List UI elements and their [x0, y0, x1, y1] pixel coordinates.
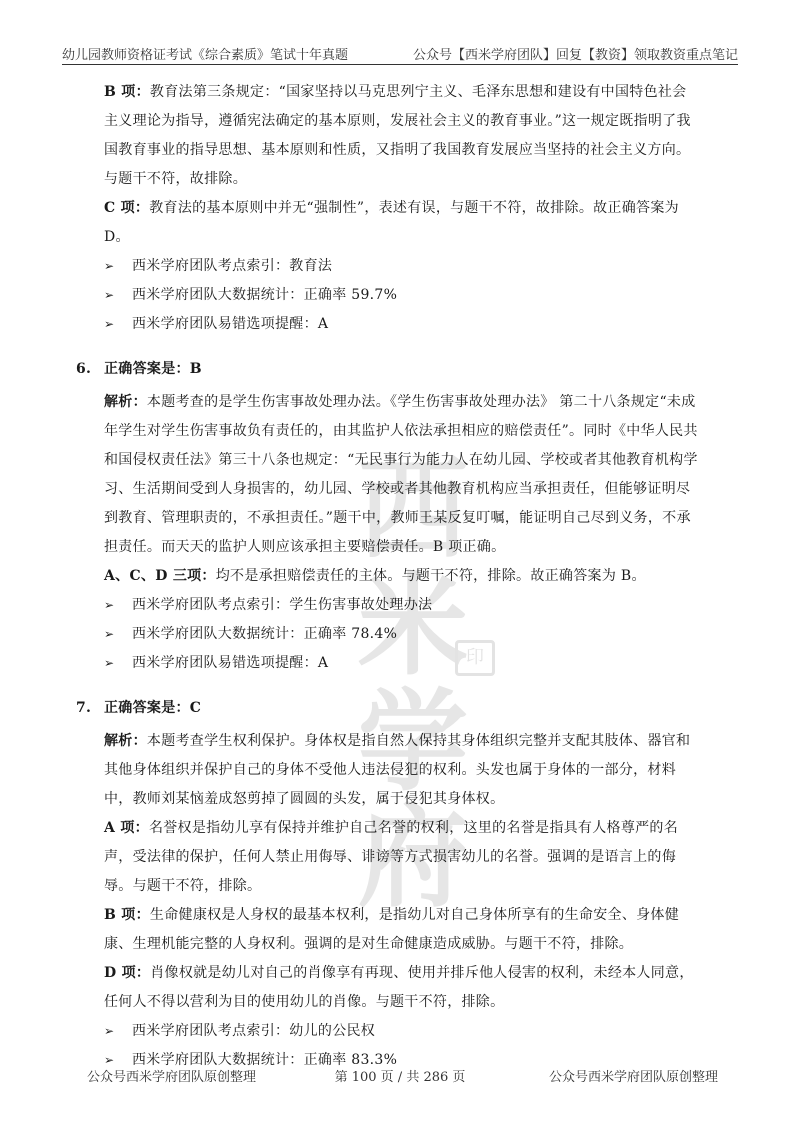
- list-item: [104, 252, 698, 281]
- list-item: [104, 310, 698, 339]
- arrow-bullet-icon: ➢: [104, 656, 115, 670]
- watermark-stamp: 印: [455, 640, 495, 676]
- arrow-bullet-icon: ➢: [104, 1024, 115, 1038]
- analysis-text: 本题考查学生权利保护。身体权是指自然人保持其身体组织完整并支配其肢体、器官和其他身体组织并保护自己的身体不受他人违法侵犯的权利。头发也属于身体的一部分，材料中，教师刘某恼羞成怒剪掉了圆圆的头发，属于侵犯其身体权。: [104, 733, 691, 807]
- arrow-bullet-icon: ➢: [104, 288, 115, 302]
- bullet-text: 西米学府团队大数据统计：正确率 83.3%: [132, 1052, 398, 1068]
- q7-analysis: [104, 727, 698, 814]
- question-answer: 正确答案是：B: [104, 361, 202, 377]
- q6-heading: [76, 355, 698, 384]
- q7-d-option: [104, 959, 698, 1017]
- option-text: 教育法第三条规定：“国家坚持以马克思列宁主义、毛泽东思想和建设有中国特色社会主义理论为指导，遵循宪法确定的基本原则，发展社会主义的教育事业。”这一规定既指明了我国教育事业的指导思想、基本原则和性质，又指明了我国教育发展应当坚持的社会主义方向。与题干不符，故排除。: [104, 84, 691, 187]
- question-answer: 正确答案是：C: [104, 700, 202, 716]
- page-number: 第 100 页 / 共 286 页: [334, 1070, 466, 1085]
- page-header: [62, 38, 738, 65]
- q5-b-option: [104, 78, 698, 194]
- analysis-text: 本题考查的是学生伤害事故处理办法。《学生伤害事故处理办法》 第二十八条规定“未成年学生对学生伤害事故负有责任的，由其监护人依法承担相应的赔偿责任”。同时《中华人民共和国侵权责任法》第三十八条也规定：“无民事行为能力人在幼儿园、学校或者其他教育机构学习、生活期间受到人身损害的，幼儿园、学校或者其他教育机构应当承担责任，但能够证明尽到教育、管理职责的，不承担责任。”题干中，教师王某反复叮嘱，能证明自己尽到义务，不承担责任。而天天的监护人则应该承担主要赔偿责任。B 项正确。: [104, 394, 698, 555]
- footer-left-text: 公众号西米学府团队原创整理: [87, 1070, 257, 1085]
- question-number: 7.: [76, 700, 92, 716]
- arrow-bullet-icon: ➢: [104, 1053, 115, 1067]
- header-right-text: 公众号【西米学府团队】回复【教资】领取教资重点笔记: [412, 48, 738, 63]
- arrow-bullet-icon: ➢: [104, 259, 115, 273]
- bullet-text: 西米学府团队考点索引：教育法: [132, 258, 333, 274]
- list-item: [104, 620, 698, 649]
- option-label: A 项：: [104, 820, 149, 836]
- bullet-text: 西米学府团队考点索引：学生伤害事故处理办法: [132, 597, 433, 613]
- analysis-label: 解析：: [104, 733, 147, 749]
- option-label: B 项：: [104, 907, 150, 923]
- option-label: B 项：: [104, 84, 150, 100]
- q7-heading: [76, 694, 698, 723]
- q6-analysis: [104, 388, 698, 562]
- analysis-label: 解析：: [104, 394, 147, 410]
- footer-right-text: 公众号西米学府团队原创整理: [548, 1070, 718, 1085]
- list-item: [104, 649, 698, 678]
- list-item: [104, 591, 698, 620]
- bullet-text: 西米学府团队大数据统计：正确率 78.4%: [132, 626, 398, 642]
- option-label: C 项：: [104, 200, 150, 216]
- option-label: D 项：: [104, 965, 151, 981]
- page-content: [76, 78, 698, 1075]
- question-number: 6.: [76, 361, 92, 377]
- bullet-text: 西米学府团队大数据统计：正确率 59.7%: [132, 287, 398, 303]
- q7-b-option: [104, 901, 698, 959]
- bullet-text: 西米学府团队易错选项提醒：A: [132, 316, 329, 332]
- option-text: 生命健康权是人身权的最基本权利，是指幼儿对自己身体所享有的生命安全、身体健康、生理机能完整的人身权利。强调的是对生命健康造成威胁。与题干不符，排除。: [104, 907, 680, 952]
- option-text: 肖像权就是幼儿对自己的肖像享有再现、使用并排斥他人侵害的权利，未经本人同意，任何人不得以营利为目的使用幼儿的肖像。与题干不符，排除。: [104, 965, 694, 1010]
- option-text: 教育法的基本原则中并无“强制性”，表述有误，与题干不符，故排除。故正确答案为 D。: [104, 200, 679, 245]
- arrow-bullet-icon: ➢: [104, 627, 115, 641]
- list-item: [104, 1017, 698, 1046]
- list-item: [104, 281, 698, 310]
- q7-a-option: [104, 814, 698, 901]
- arrow-bullet-icon: ➢: [104, 598, 115, 612]
- watermark-row-2: 学府: [358, 678, 468, 922]
- header-left-text: 幼儿园教师资格证考试《综合素质》笔试十年真题: [62, 48, 349, 63]
- arrow-bullet-icon: ➢: [104, 317, 115, 331]
- q6-acd-options: [104, 562, 698, 591]
- bullet-text: 西米学府团队考点索引：幼儿的公民权: [132, 1023, 376, 1039]
- watermark-row-1: 西米: [358, 446, 468, 690]
- bullet-text: 西米学府团队易错选项提醒：A: [132, 655, 329, 671]
- option-text: 均不是承担赔偿责任的主体。与题干不符，排除。故正确答案为 B。: [215, 568, 646, 584]
- option-label: A、C、D 三项：: [104, 568, 216, 584]
- option-text: 名誉权是指幼儿享有保持并维护自己名誉的权利，这里的名誉是指具有人格尊严的名声，受法律的保护，任何人禁止用侮辱、诽谤等方式损害幼儿的名誉。强调的是语言上的侮辱。与题干不符，排除。: [104, 820, 679, 894]
- q5-c-option: [104, 194, 698, 252]
